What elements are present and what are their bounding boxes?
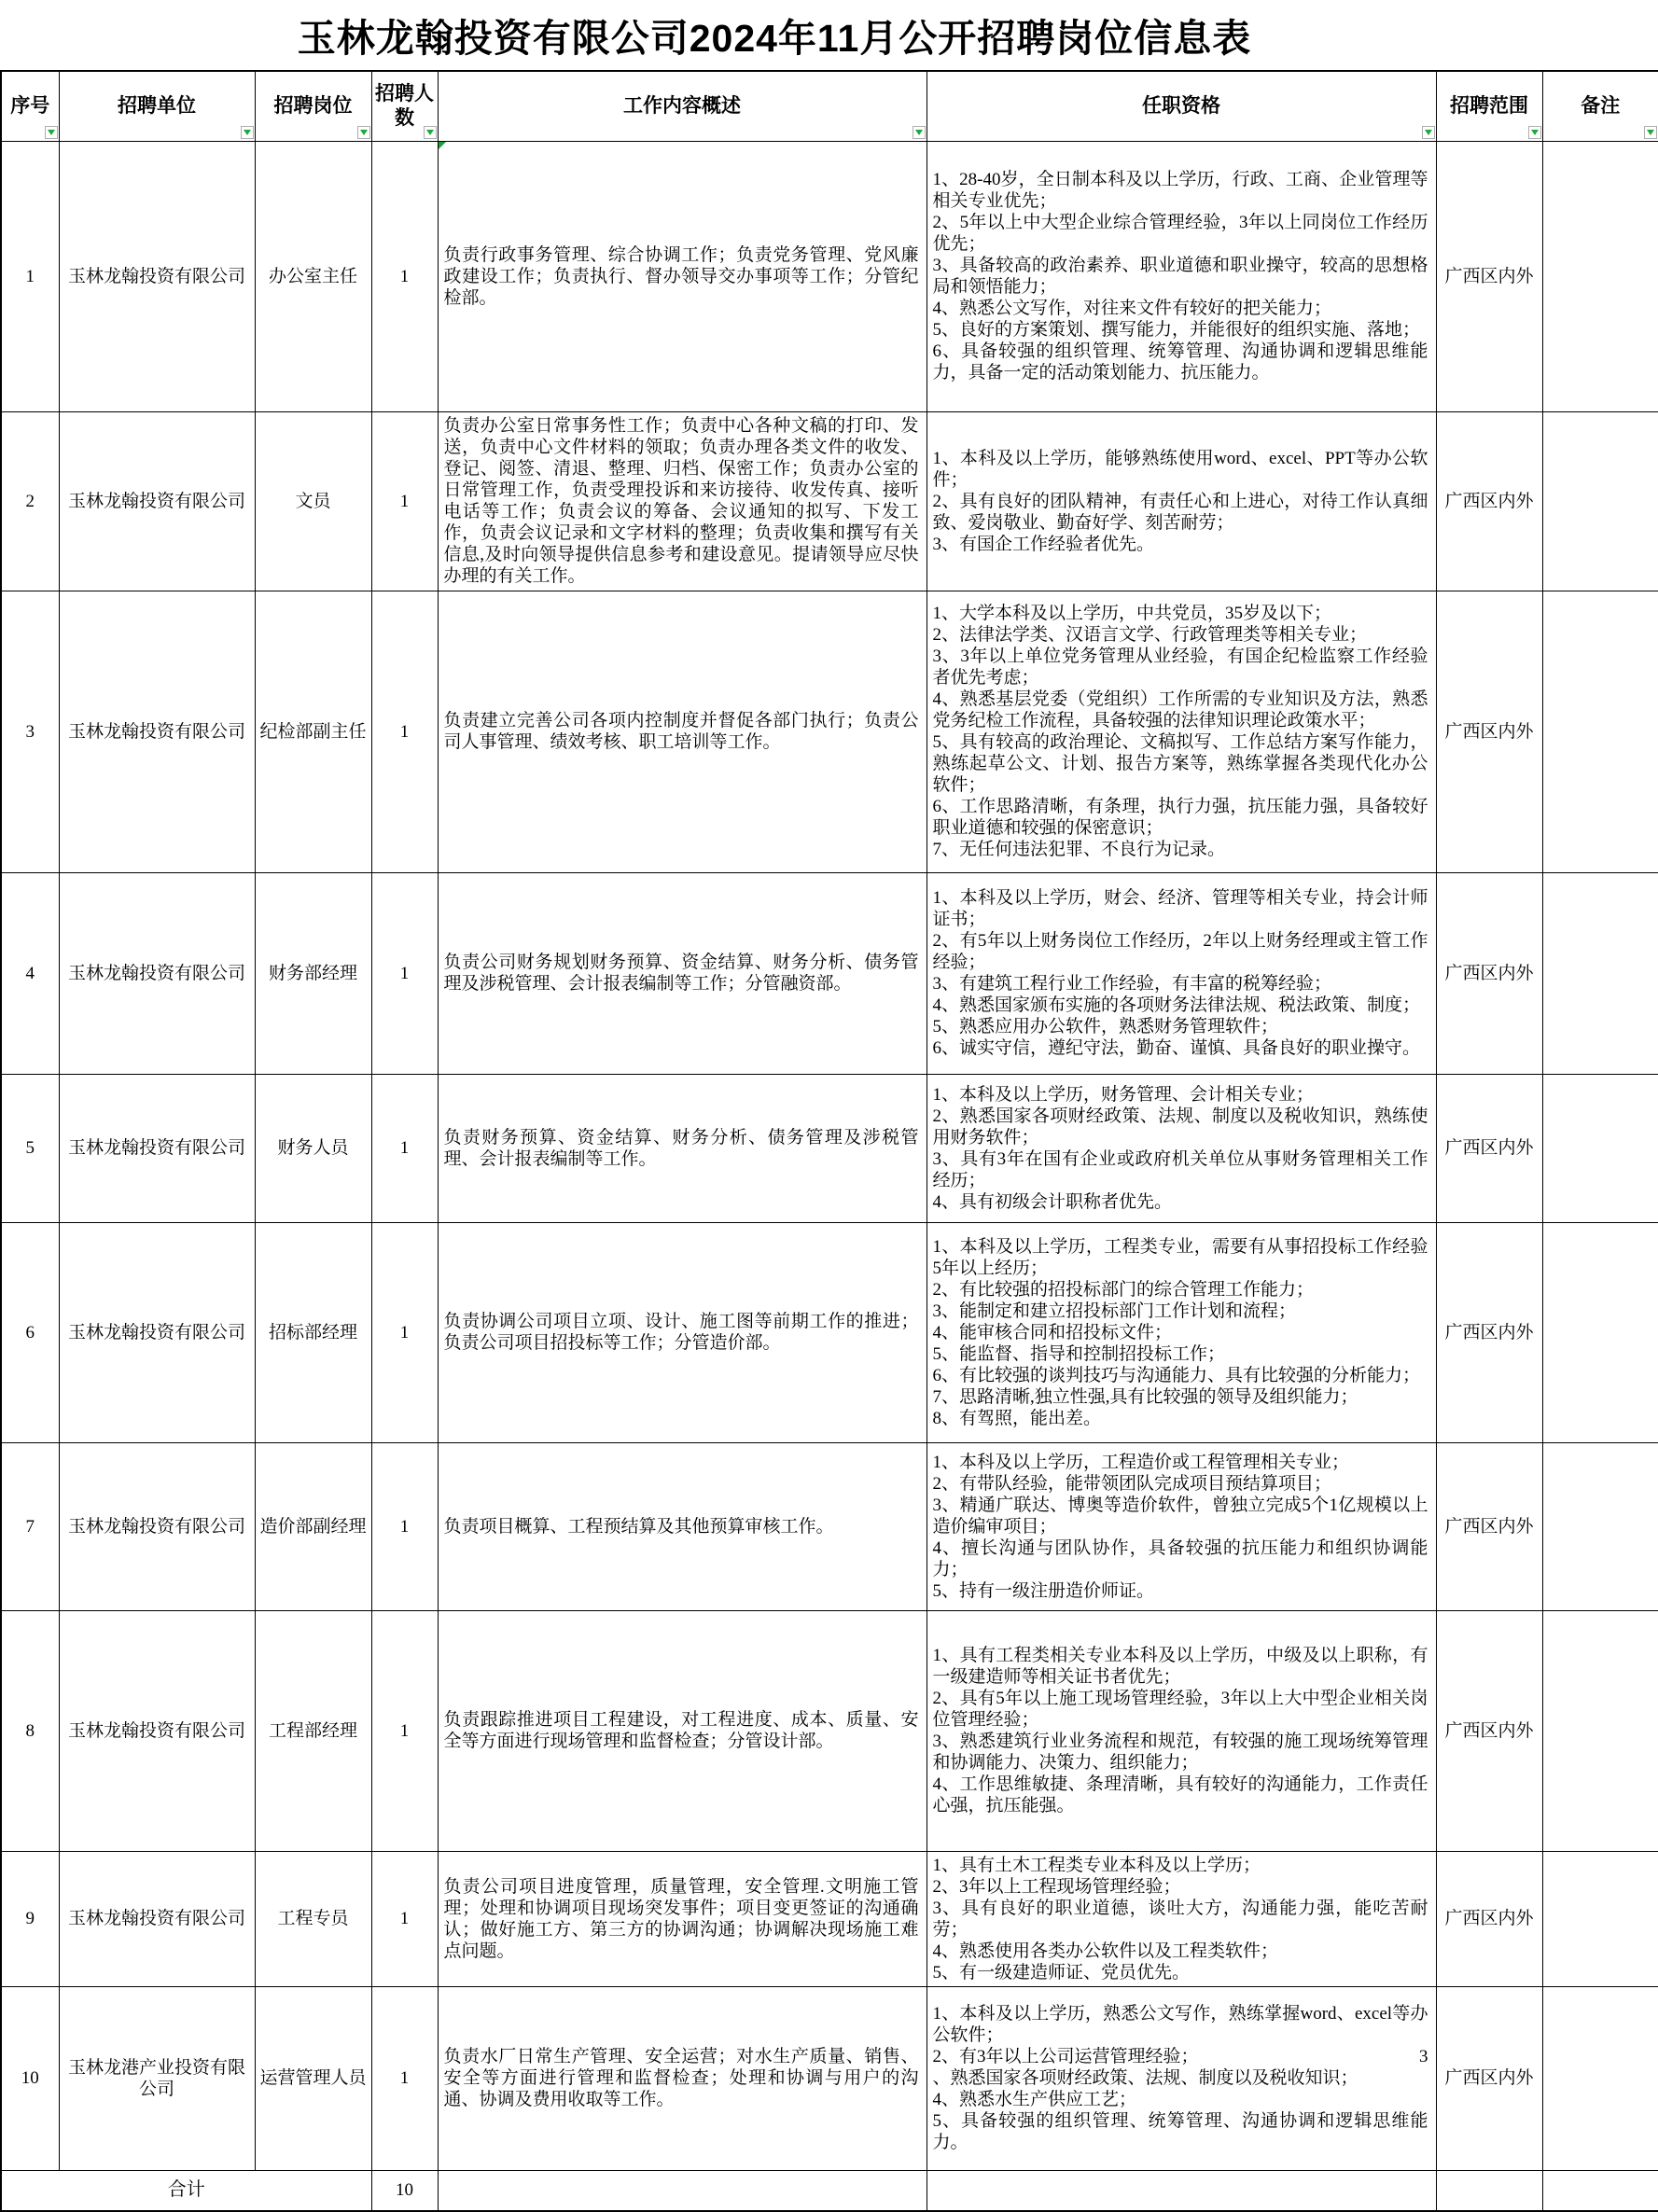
duties-cell <box>438 141 927 411</box>
table-row <box>1 872 1658 1074</box>
qualification-item: 、熟悉国家各项财经政策、法规、制度以及税收知识； <box>932 2068 1358 2088</box>
table-row <box>1 1442 1658 1610</box>
company-cell: 玉林龙翰投资有限公司 <box>59 1222 255 1442</box>
scope-cell: 广西区内外 <box>1436 1074 1542 1222</box>
duties-cell <box>438 872 927 1074</box>
table-header <box>1 71 1658 141</box>
wrapped-item-number: 3 <box>1419 2047 1428 2066</box>
scope-cell: 广西区内外 <box>1436 591 1542 872</box>
qualification-item: 3、具备较高的政治素养、职业道德和职业操守，较高的思想格局和领悟能力； <box>932 256 1428 297</box>
duties-cell <box>438 591 927 872</box>
qualification-item: 2、5年以上中大型企业综合管理经验，3年以上同岗位工作经历优先； <box>932 213 1428 254</box>
scope-cell: 广西区内外 <box>1436 1986 1542 2170</box>
chevron-down-icon <box>48 130 55 135</box>
table-row <box>1 1610 1658 1851</box>
qualification-item: 3、熟悉建筑行业业务流程和规范，有较强的施工现场统筹管理和协调能力、决策力、组织能力； <box>932 1732 1428 1773</box>
col-header-company <box>59 71 255 141</box>
col-header-qualifications <box>927 71 1436 141</box>
col-header-label: 招聘范围 <box>1450 94 1528 117</box>
empty-remark-cell <box>1542 2170 1658 2211</box>
scope-cell: 广西区内外 <box>1436 1851 1542 1986</box>
seq-cell: 2 <box>1 411 59 591</box>
qualification-item: 5、良好的方案策划、撰写能力，并能很好的组织实施、落地； <box>932 320 1421 340</box>
qualification-item: 6、诚实守信，遵纪守法，勤奋、谨慎、具备良好的职业操守。 <box>932 1038 1421 1058</box>
empty-qualifications-cell <box>927 2170 1436 2211</box>
qualification-item: 8、有驾照，能出差。 <box>932 1408 1102 1428</box>
recruitment-table <box>0 70 1658 2212</box>
qualifications-cell <box>927 591 1436 872</box>
headcount-cell: 1 <box>371 1610 438 1851</box>
filter-dropdown-icon[interactable] <box>424 126 437 139</box>
qualification-item: 4、擅长沟通与团队协作，具备较强的抗压能力和组织协调能力； <box>932 1537 1428 1579</box>
qualification-item: 3、3年以上单位党务管理从业经验，有国企纪检监察工作经验者优先考虑； <box>932 647 1428 688</box>
position-cell: 办公室主任 <box>255 141 371 411</box>
header-row <box>1 71 1658 141</box>
qualification-item: 3、精通广联达、博奥等造价软件，曾独立完成5个1亿规模以上造价编审项目； <box>932 1495 1428 1537</box>
table-row <box>1 1986 1658 2170</box>
empty-duties-cell <box>438 2170 927 2211</box>
duties-text: 负责公司财务规划财务预算、资金结算、财务分析、债务管理及涉税管理、会计报表编制等工作；分管融资部。 <box>443 953 919 994</box>
qualification-item: 1、本科及以上学历，能够熟练使用word、excel、PPT等办公软件； <box>932 448 1428 490</box>
qualifications-cell <box>927 1851 1436 1986</box>
qualification-item: 4、具有初级会计职称者优先。 <box>932 1191 1173 1212</box>
headcount-cell: 1 <box>371 591 438 872</box>
qualification-item: 6、具备较强的组织管理、统筹管理、沟通协调和逻辑思维能力，具备一定的活动策划能力、抗压能力。 <box>932 341 1428 383</box>
qualifications-cell <box>927 1610 1436 1851</box>
col-header-headcount <box>371 71 438 141</box>
qualification-item: 1、具有工程类相关专业本科及以上学历，中级及以上职称，有一级建造师等相关证书者优先； <box>932 1646 1428 1687</box>
position-cell: 纪检部副主任 <box>255 591 371 872</box>
duties-text: 负责项目概算、工程预结算及其他预算审核工作。 <box>443 1516 834 1537</box>
remark-cell <box>1542 1851 1658 1986</box>
headcount-cell: 1 <box>371 1986 438 2170</box>
qualification-item: 3 2、有3年以上公司运营管理经验； <box>932 2047 1428 2066</box>
remark-cell <box>1542 591 1658 872</box>
qualification-item: 5、持有一级注册造价师证。 <box>932 1580 1155 1601</box>
company-cell: 玉林龙港产业投资有限公司 <box>59 1986 255 2170</box>
scope-cell: 广西区内外 <box>1436 1610 1542 1851</box>
company-cell: 玉林龙翰投资有限公司 <box>59 1851 255 1986</box>
col-header-label: 招聘单位 <box>118 94 196 117</box>
company-cell: 玉林龙翰投资有限公司 <box>59 1610 255 1851</box>
filter-dropdown-icon[interactable] <box>45 126 58 139</box>
col-header-label: 备注 <box>1581 94 1621 117</box>
chevron-down-icon <box>1647 130 1654 135</box>
chevron-down-icon <box>1531 130 1539 135</box>
headcount-cell: 1 <box>371 1222 438 1442</box>
duties-text: 负责公司项目进度管理，质量管理，安全管理.文明施工管理；处理和协调项目现场突发事件；项目变更签证的沟通确认；做好施工方、第三方的协调沟通；协调解决现场施工难点问题。 <box>443 1876 919 1961</box>
table-row <box>1 1222 1658 1442</box>
duties-cell <box>438 1851 927 1986</box>
filter-dropdown-icon[interactable] <box>1422 126 1435 139</box>
qualifications-cell <box>927 141 1436 411</box>
qualification-item: 7、无任何违法犯罪、不良行为记录。 <box>932 840 1226 859</box>
qualification-item: 6、有比较强的谈判技巧与沟通能力、具有比较强的分析能力； <box>932 1365 1421 1385</box>
position-cell: 招标部经理 <box>255 1222 371 1442</box>
chevron-down-icon <box>426 130 434 135</box>
scope-cell: 广西区内外 <box>1436 872 1542 1074</box>
duties-cell <box>438 1986 927 2170</box>
chevron-down-icon <box>360 130 368 135</box>
remark-cell <box>1542 1986 1658 2170</box>
seq-cell: 9 <box>1 1851 59 1986</box>
qualification-item: 2、有比较强的招投标部门的综合管理工作能力； <box>932 1279 1315 1300</box>
qualification-item: 1、本科及以上学历，财会、经济、管理等相关专业，持会计师证书； <box>932 888 1428 929</box>
qualification-item: 5、能监督、指导和控制招投标工作； <box>932 1343 1226 1364</box>
qualification-item: 2、具有良好的团队精神，有责任心和上进心，对待工作认真细致、爱岗敬业、勤奋好学、刻苦耐劳； <box>932 491 1428 533</box>
remark-cell <box>1542 1442 1658 1610</box>
filter-dropdown-icon[interactable] <box>913 126 926 139</box>
qualification-item: 1、28-40岁，全日制本科及以上学历，行政、工商、企业管理等相关专业优先； <box>932 170 1428 211</box>
duties-text: 负责行政事务管理、综合协调工作；负责党务管理、党风廉政建设工作；负责执行、督办领导交办事项等工作；分管纪检部。 <box>443 244 919 308</box>
seq-cell: 5 <box>1 1074 59 1222</box>
col-header-label: 任职资格 <box>1142 94 1220 117</box>
position-cell: 财务人员 <box>255 1074 371 1222</box>
scope-cell: 广西区内外 <box>1436 1222 1542 1442</box>
empty-scope-cell <box>1436 2170 1542 2211</box>
company-cell: 玉林龙翰投资有限公司 <box>59 591 255 872</box>
scope-cell: 广西区内外 <box>1436 411 1542 591</box>
qualifications-cell <box>927 872 1436 1074</box>
position-cell: 文员 <box>255 411 371 591</box>
qualification-item: 1、本科及以上学历，工程类专业，需要有从事招投标工作经验5年以上经历； <box>932 1236 1428 1278</box>
col-header-remark <box>1542 71 1658 141</box>
qualification-item: 2、熟悉国家各项财经政策、法规、制度以及税收知识，熟练使用财务软件； <box>932 1106 1428 1148</box>
remark-cell <box>1542 1074 1658 1222</box>
qualification-item: 4、熟悉国家颁布实施的各项财务法律法规、税法政策、制度； <box>932 995 1421 1015</box>
position-cell: 造价部副经理 <box>255 1442 371 1610</box>
table-row <box>1 1851 1658 1986</box>
remark-cell <box>1542 872 1658 1074</box>
total-count-cell: 10 <box>371 2170 438 2211</box>
qualification-item: 4、熟悉基层党委（党组织）工作所需的专业知识及方法，熟悉党务纪检工作流程，具备较强的法律知识理论政策水平； <box>932 689 1428 730</box>
qualifications-cell <box>927 1986 1436 2170</box>
seq-cell: 3 <box>1 591 59 872</box>
remark-cell <box>1542 1222 1658 1442</box>
qualification-item: 6、工作思路清晰，有条理，执行力强，抗压能力强，具备较好职业道德和较强的保密意识； <box>932 797 1428 838</box>
qualification-item: 3、具有良好的职业道德，谈吐大方，沟通能力强，能吃苦耐劳； <box>932 1898 1428 1940</box>
table-row <box>1 591 1658 872</box>
position-cell: 工程部经理 <box>255 1610 371 1851</box>
qualification-item: 1、本科及以上学历，工程造价或工程管理相关专业； <box>932 1452 1350 1472</box>
duties-text: 负责办公室日常事务性工作；负责中心各种文稿的打印、发送，负责中心文件材料的领取；负责办理各类文件的收发、登记、阅签、清退、整理、归档、保密工作；负责办公室的日常管理工作，负责受理投诉和来访接待、收发传真、接听电话等工作；负责会议的筹备、会议通知的拟写、下发工作，负责会议记录和文字材料的整理；负责收集和撰写有关信息,及时向领导提供信息参考和建设意见。提请领导应尽快办理的有关工作。 <box>443 416 919 586</box>
chevron-down-icon <box>1425 130 1432 135</box>
qualification-item: 4、工作思维敏捷、条理清晰，具有较好的沟通能力，工作责任心强，抗压能强。 <box>932 1774 1428 1816</box>
headcount-cell: 1 <box>371 411 438 591</box>
seq-cell: 1 <box>1 141 59 411</box>
position-cell: 运营管理人员 <box>255 1986 371 2170</box>
table-row <box>1 1074 1658 1222</box>
chevron-down-icon <box>244 130 251 135</box>
remark-cell <box>1542 1610 1658 1851</box>
filter-dropdown-icon[interactable] <box>1644 126 1657 139</box>
filter-dropdown-icon[interactable] <box>357 126 370 139</box>
position-cell: 财务部经理 <box>255 872 371 1074</box>
total-row <box>1 2170 1658 2211</box>
duties-text: 负责财务预算、资金结算、财务分析、债务管理及涉税管理、会计报表编制等工作。 <box>443 1127 919 1169</box>
qualifications-cell <box>927 1442 1436 1610</box>
company-cell: 玉林龙翰投资有限公司 <box>59 141 255 411</box>
table-row <box>1 411 1658 591</box>
duties-text: 负责跟踪推进项目工程建设，对工程进度、成本、质量、安全等方面进行现场管理和监督检查；分管设计部。 <box>443 1710 919 1751</box>
scope-cell: 广西区内外 <box>1436 141 1542 411</box>
qualification-item: 3、有国企工作经验者优先。 <box>932 534 1155 554</box>
qualification-item: 5、熟悉应用办公软件，熟悉财务管理软件； <box>932 1017 1279 1036</box>
qualification-item: 3、具有3年在国有企业或政府机关单位从事财务管理相关工作经历； <box>932 1148 1428 1190</box>
company-cell: 玉林龙翰投资有限公司 <box>59 872 255 1074</box>
duties-text: 负责水厂日常生产管理、安全运营；对水生产质量、销售、安全等方面进行管理和监督检查；处理和协调与用户的沟通、协调及费用收取等工作。 <box>443 2047 919 2109</box>
qualifications-cell <box>927 1074 1436 1222</box>
cell-error-indicator-icon <box>439 142 446 149</box>
duties-text: 负责建立完善公司各项内控制度并督促各部门执行；负责公司人事管理、绩效考核、职工培训等工作。 <box>443 711 919 752</box>
col-header-seq <box>1 71 59 141</box>
headcount-cell: 1 <box>371 1442 438 1610</box>
position-cell: 工程专员 <box>255 1851 371 1986</box>
filter-dropdown-icon[interactable] <box>1528 126 1541 139</box>
seq-cell: 10 <box>1 1986 59 2170</box>
qualification-item: 1、本科及以上学历，熟悉公文写作，熟练掌握word、excel等办公软件； <box>932 2004 1428 2045</box>
remark-cell <box>1542 141 1658 411</box>
qualification-item: 1、具有土木工程类专业本科及以上学历； <box>932 1855 1261 1875</box>
duties-text: 负责协调公司项目立项、设计、施工图等前期工作的推进；负责公司项目招投标等工作；分管造价部。 <box>443 1312 919 1353</box>
seq-cell: 4 <box>1 872 59 1074</box>
headcount-cell: 1 <box>371 141 438 411</box>
qualifications-cell <box>927 411 1436 591</box>
seq-cell: 8 <box>1 1610 59 1851</box>
remark-cell <box>1542 411 1658 591</box>
headcount-cell: 1 <box>371 872 438 1074</box>
qualification-item: 1、本科及以上学历，财务管理、会计相关专业； <box>932 1084 1315 1105</box>
company-cell: 玉林龙翰投资有限公司 <box>59 1442 255 1610</box>
qualification-item: 4、熟悉水生产供应工艺； <box>932 2090 1137 2109</box>
seq-cell: 6 <box>1 1222 59 1442</box>
qualification-item: 4、熟悉使用各类办公软件以及工程类软件； <box>932 1941 1279 1961</box>
filter-dropdown-icon[interactable] <box>241 126 254 139</box>
total-label-cell: 合计 <box>1 2170 371 2211</box>
company-cell: 玉林龙翰投资有限公司 <box>59 1074 255 1222</box>
col-header-label: 序号 <box>10 94 50 117</box>
qualification-item: 1、大学本科及以上学历，中共党员，35岁及以下； <box>932 604 1332 623</box>
table-row <box>1 141 1658 411</box>
qualification-item: 5、具有较高的政治理论、文稿拟写、工作总结方案写作能力，熟练起草公文、计划、报告方案等，熟练掌握各类现代化办公软件； <box>932 732 1428 795</box>
qualification-item: 3、有建筑工程行业工作经验，有丰富的税筹经验； <box>932 974 1332 994</box>
headcount-cell: 1 <box>371 1074 438 1222</box>
col-header-scope <box>1436 71 1542 141</box>
company-cell: 玉林龙翰投资有限公司 <box>59 411 255 591</box>
col-header-label: 招聘人数 <box>375 82 434 129</box>
qualification-item: 5、具备较强的组织管理、统筹管理、沟通协调和逻辑思维能力。 <box>932 2111 1428 2152</box>
duties-cell <box>438 411 927 591</box>
col-header-label: 工作内容概述 <box>623 94 741 117</box>
qualification-item: 2、具有5年以上施工现场管理经验，3年以上大中型企业相关岗位管理经验； <box>932 1689 1428 1730</box>
chevron-down-icon <box>915 130 923 135</box>
qualification-item: 2、法律法学类、汉语言文学、行政管理类等相关专业； <box>932 625 1368 645</box>
duties-cell <box>438 1222 927 1442</box>
duties-cell <box>438 1074 927 1222</box>
col-header-label: 招聘岗位 <box>273 94 353 117</box>
duties-cell <box>438 1442 927 1610</box>
qualification-item: 2、有带队经验，能带领团队完成项目预结算项目； <box>932 1473 1332 1494</box>
qualifications-cell <box>927 1222 1436 1442</box>
qualification-item: 7、思路清晰,独立性强,具有比较强的领导及组织能力； <box>932 1386 1358 1407</box>
qualification-item: 3、能制定和建立招投标部门工作计划和流程； <box>932 1301 1297 1321</box>
qualification-item: 2、有5年以上财务岗位工作经历，2年以上财务经理或主管工作经验； <box>932 931 1428 972</box>
duties-cell <box>438 1610 927 1851</box>
col-header-position <box>255 71 371 141</box>
scope-cell: 广西区内外 <box>1436 1442 1542 1610</box>
qualification-item: 4、能审核合同和招投标文件； <box>932 1322 1173 1343</box>
col-header-duties <box>438 71 927 141</box>
table-body <box>1 141 1658 2211</box>
qualification-item: 5、有一级建造师证、党员优先。 <box>932 1962 1191 1982</box>
qualification-item: 2、3年以上工程现场管理经验； <box>932 1876 1181 1897</box>
headcount-cell: 1 <box>371 1851 438 1986</box>
page-title: 玉林龙翰投资有限公司2024年11月公开招聘岗位信息表 <box>297 17 1252 60</box>
seq-cell: 7 <box>1 1442 59 1610</box>
qualification-item: 4、熟悉公文写作，对往来文件有较好的把关能力； <box>932 299 1332 318</box>
